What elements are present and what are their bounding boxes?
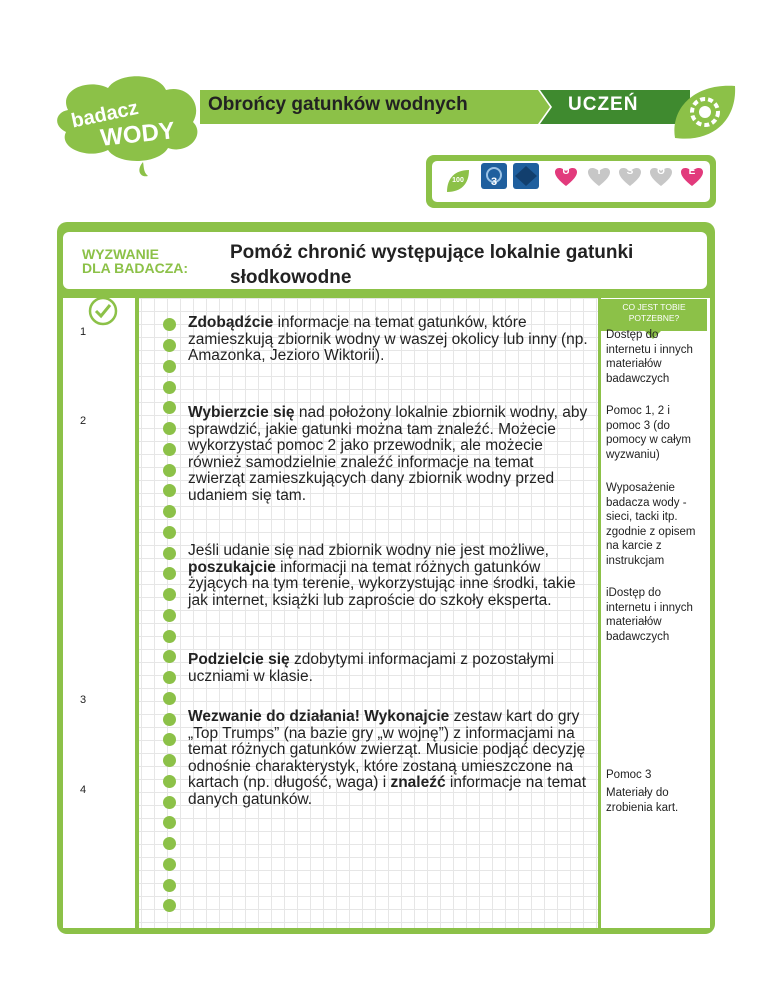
step-number-column — [63, 298, 139, 928]
binder-dot — [163, 816, 176, 829]
checkmark-icon — [88, 296, 118, 326]
step-number-2: 2 — [80, 415, 87, 427]
paragraph-5-text: zestaw kart do gry „Top Trumps” (na bazie gry „w wojnę”) z informacjami na temat różnych gatunków zwierząt. Musicie podjąć decyzję odnośnie charakterystyk, które zostaną umieszczone na kartach (np. długość, waga) i — [188, 708, 586, 791]
challenge-label — [82, 247, 188, 275]
binder-dot — [163, 837, 176, 850]
binder-dot — [163, 443, 176, 456]
paragraph-2 — [188, 405, 588, 504]
binder-dot — [163, 401, 176, 414]
step-number-3: 3 — [80, 694, 87, 706]
diamond-badge-icon — [513, 163, 541, 189]
paragraph-5-bold2: znaleźć — [390, 774, 446, 791]
paragraph-1-bold: Zdobądźcie — [188, 314, 274, 331]
heart-letter-e: E — [688, 166, 696, 177]
binder-dot — [163, 318, 176, 331]
binder-dot — [163, 526, 176, 539]
needs-item-2: Pomoc 1, 2 i pomoc 3 (do pomocy w całym wyzwaniu) — [606, 405, 691, 461]
paragraph-3-pre: Jeśli udanie się nad zbiornik wodny nie jest możliwe, — [188, 542, 549, 559]
challenge-label-line1: WYZWANIE — [82, 246, 159, 262]
paragraph-2-bold: Wybierzcie się — [188, 404, 295, 421]
heart-letter-u: U — [562, 166, 570, 177]
binder-dot — [163, 671, 176, 684]
badge-number: 3 — [490, 176, 498, 188]
paragraph-3-text: informacji na temat różnych gatunków żyjących na tym terenie, wykorzystując inne środki, takie jak internet, książki lub zaproście do szkoły eksperta. — [188, 558, 576, 609]
paragraph-5-bold: Wezwanie do działania! Wykonajcie — [188, 708, 450, 725]
heart-letter-t: T — [595, 166, 603, 177]
binder-dot — [163, 422, 176, 435]
paragraph-3 — [188, 543, 588, 609]
binder-dot — [163, 339, 176, 352]
step-number-4: 4 — [80, 784, 87, 796]
binder-dot — [163, 609, 176, 622]
binder-dot — [163, 713, 176, 726]
challenge-label-line2: DLA BADACZA: — [82, 260, 189, 276]
binder-dot — [163, 879, 176, 892]
page-title: Obrońcy gatunków wodnych — [208, 94, 468, 115]
binder-dot — [163, 775, 176, 788]
binder-dot — [163, 796, 176, 809]
binder-dot — [163, 858, 176, 871]
binder-dot — [163, 547, 176, 560]
paragraph-1-text: informacje na temat gatunków, które zamieszkują zbiornik wodny w waszej okolicy lub inny (np. Amazonka, Jezioro Wiktorii). — [188, 314, 588, 364]
role-label: UCZEŃ — [568, 94, 639, 115]
paragraph-5 — [188, 709, 588, 808]
paragraph-4-text: zdobytymi informacjami z pozostałymi uczniami w klasie. — [188, 651, 555, 685]
heart-letter-s: Ś — [626, 166, 634, 177]
needs-item-4: iDostęp do internetu i innych materiałów badawczych — [606, 587, 693, 643]
gear-icon — [665, 78, 740, 148]
binder-dot — [163, 630, 176, 643]
binder-dot — [163, 754, 176, 767]
paragraph-5-text2: informacje na temat danych gatunków. — [188, 774, 587, 808]
needs-heading: CO JEST TOBIE POTZEBNE? — [622, 302, 686, 323]
age-value: 100 — [452, 177, 464, 184]
heart-letter-o: O — [657, 166, 665, 177]
step-number-1: 1 — [80, 326, 87, 338]
needs-item-5: Pomoc 3 — [606, 769, 652, 781]
binder-dot — [163, 381, 176, 394]
binder-dot — [163, 588, 176, 601]
challenge-heading: Pomóż chronić występujące lokalnie gatunki słodkowodne — [230, 242, 634, 288]
binder-dot — [163, 360, 176, 373]
needs-item-6: Materiały do zrobienia kart. — [606, 787, 679, 814]
needs-item-3: Wyposażenie badacza wody - sieci, tacki itp. zgodnie z opisem na karcie z instrukcjam — [606, 482, 696, 567]
binder-dot — [163, 484, 176, 497]
logo-line2: WODY — [99, 117, 177, 152]
paragraph-4-bold: Podzielcie się — [188, 651, 290, 668]
binder-dot — [163, 650, 176, 663]
logo-line1: badacz — [69, 96, 141, 133]
paragraph-1 — [188, 315, 588, 365]
binder-dot — [163, 692, 176, 705]
binder-dot — [163, 899, 176, 912]
paragraph-3-bold: poszukajcie — [188, 558, 276, 576]
binder-dot — [163, 733, 176, 746]
binder-dot — [163, 505, 176, 518]
binder-dot — [163, 567, 176, 580]
paragraph-4 — [188, 652, 588, 685]
badacz-wody-logo — [48, 70, 208, 180]
needs-item-1: Dostęp do internetu i innych materiałów badawczych — [606, 329, 693, 385]
paragraph-2-text: nad położony lokalnie zbiornik wodny, aby sprawdzić, jakie gatunki można tam znaleźć. Możecie wykorzystać pomoc 2 jako przewodnik, ale możecie również samodzielnie znaleźć informacje na temat zwierząt zamieszkujących dany zbiornik wodny przed udaniem się tam. — [188, 404, 588, 504]
binder-dot — [163, 464, 176, 477]
